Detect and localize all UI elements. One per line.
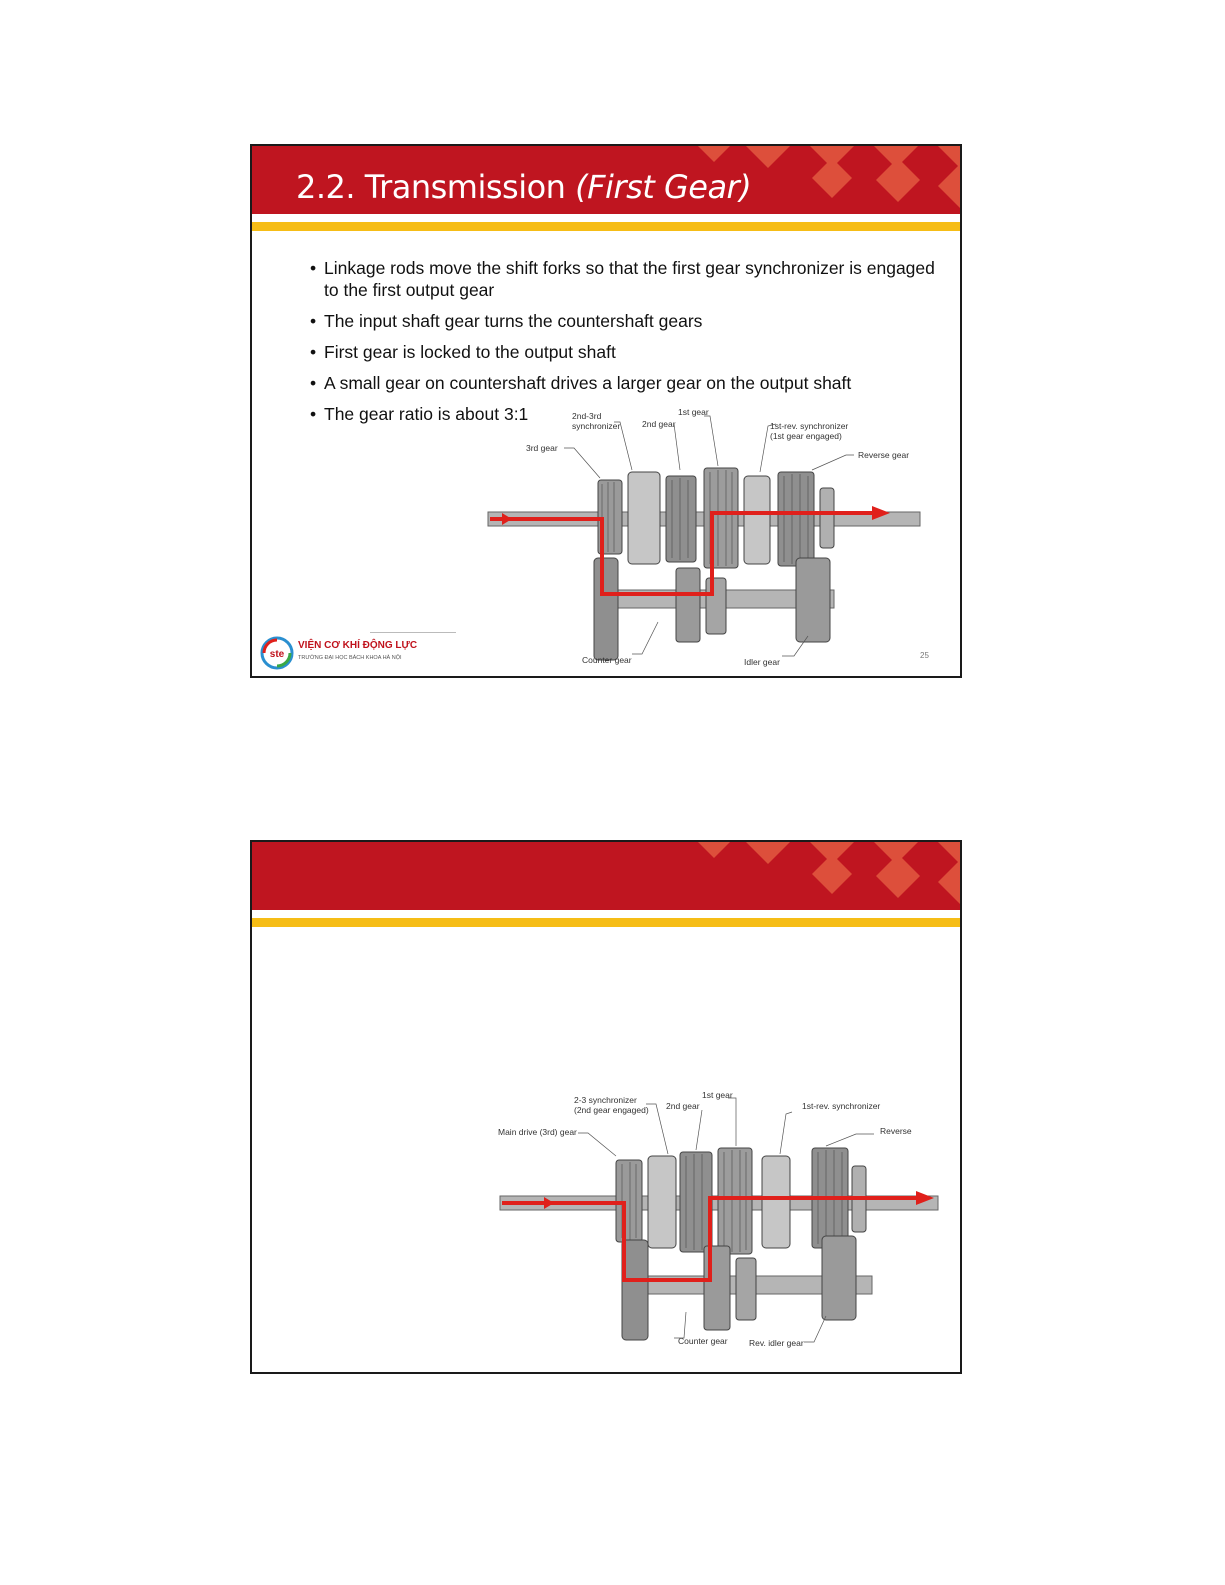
- label-first-gear: 1st gear: [678, 408, 709, 417]
- counter-gear-1st: [706, 578, 726, 634]
- logo-institute-name: VIỆN CƠ KHÍ ĐỘNG LỰC: [298, 640, 418, 651]
- label-second-gear: 2nd gear: [666, 1101, 700, 1111]
- gearbox-diagram-second-gear: [496, 1090, 942, 1352]
- label-first-gear: 1st gear: [702, 1090, 733, 1100]
- slide-1: [250, 144, 962, 678]
- slide-title: [296, 168, 751, 206]
- bullet-item: • The gear ratio is about 3:1: [310, 403, 950, 425]
- reverse-gear: [778, 472, 814, 566]
- first-gear: [718, 1148, 752, 1254]
- synchronizer-1-rev: [744, 476, 770, 564]
- label-idler-gear: Idler gear: [744, 657, 780, 667]
- gearbox-diagram-first-gear: [482, 408, 927, 670]
- counter-gear-2nd: [704, 1246, 730, 1330]
- logo-divider: [370, 632, 456, 633]
- bullet-item: • The input shaft gear turns the countershaft gears: [310, 310, 950, 332]
- bullet-item: • Linkage rods move the shift forks so that the first gear synchronizer is engaged to the first output gear: [310, 257, 950, 301]
- title-italic: (First Gear): [575, 168, 752, 206]
- label-third-gear: 3rd gear: [526, 443, 558, 453]
- ste-logo-icon: [260, 636, 294, 670]
- label-counter-gear: Counter gear: [678, 1336, 728, 1346]
- yellow-band: [252, 918, 960, 927]
- label-syn1rev: 1st-rev. synchronizer: [802, 1101, 881, 1111]
- logo-mark-text: ste: [269, 649, 285, 660]
- counter-gear-1st: [736, 1258, 756, 1320]
- label-reverse-gear: Reverse gear: [858, 450, 910, 460]
- idler-gear: [796, 558, 830, 642]
- first-gear: [704, 468, 738, 568]
- shaft-collar: [820, 488, 834, 548]
- label-syn23-b: (2nd gear engaged): [574, 1105, 649, 1115]
- page-number: 25: [920, 651, 929, 660]
- bullet-item: • First gear is locked to the output shaft: [310, 341, 950, 363]
- label-counter-gear: Counter gear: [582, 655, 632, 665]
- counter-gear-drive: [594, 558, 618, 660]
- label-reverse: Reverse: [880, 1126, 912, 1136]
- label-rev-idler-gear: Rev. idler gear: [749, 1338, 804, 1348]
- label-syn23-b: synchronizer: [572, 421, 621, 431]
- yellow-band: [252, 222, 960, 231]
- title-banner: [252, 842, 960, 910]
- label-syn1rev-a: 1st-rev. synchronizer: [770, 421, 849, 431]
- second-gear: [680, 1152, 712, 1252]
- synchronizer-2-3: [628, 472, 660, 564]
- label-main-drive-gear: Main drive (3rd) gear: [498, 1127, 577, 1137]
- label-second-gear: 2nd gear: [642, 419, 676, 429]
- institute-logo: [260, 636, 460, 672]
- label-syn23-a: 2-3 synchronizer: [574, 1095, 637, 1105]
- rev-idler-gear: [822, 1236, 856, 1320]
- title-main: 2.2. Transmission: [296, 168, 576, 206]
- logo-university-name: TRƯỜNG ĐẠI HỌC BÁCH KHOA HÀ NỘI: [298, 655, 402, 661]
- synchronizer-2-3: [648, 1156, 676, 1248]
- slide-2: [250, 840, 962, 1374]
- second-gear: [666, 476, 696, 562]
- label-syn1rev-b: (1st gear engaged): [770, 431, 842, 441]
- label-syn23-a: 2nd-3rd: [572, 411, 602, 421]
- title-banner: [252, 146, 960, 214]
- bullet-item: • A small gear on countershaft drives a larger gear on the output shaft: [310, 372, 950, 394]
- diamond-decoration: [252, 842, 960, 910]
- counter-gear-2nd: [676, 568, 700, 642]
- synchronizer-1-rev: [762, 1156, 790, 1248]
